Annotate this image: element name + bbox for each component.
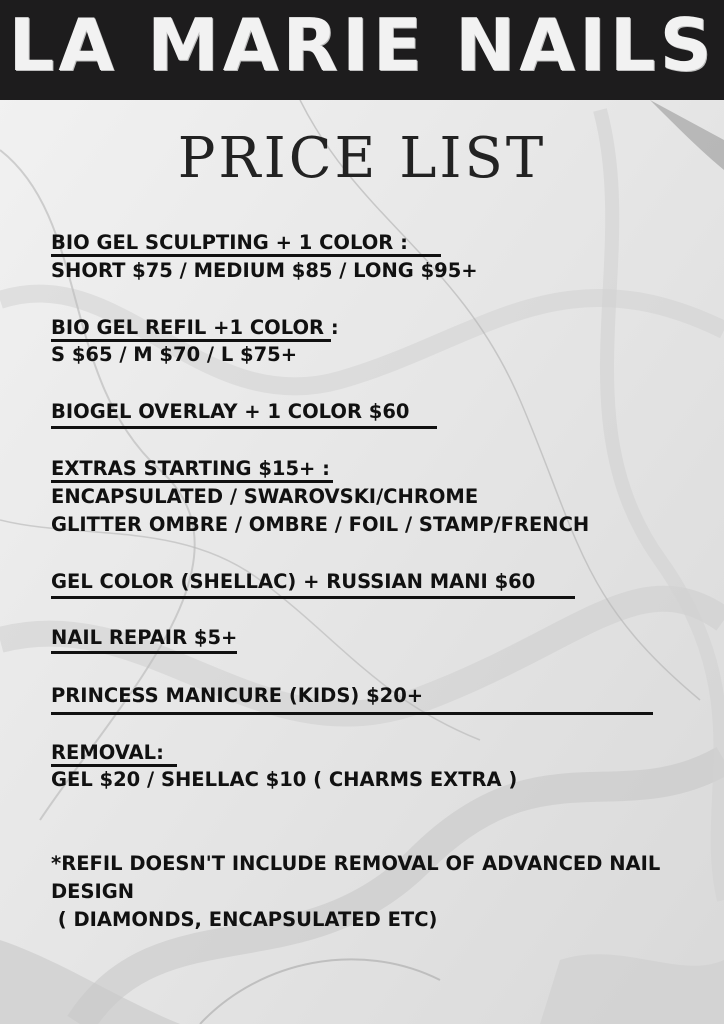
underline xyxy=(51,712,653,715)
gel-color-heading: GEL COLOR (SHELLAC) + RUSSIAN MANI $60 xyxy=(51,570,536,593)
header-bar xyxy=(0,0,724,100)
bio-gel-sculpting-prices: SHORT $75 / MEDIUM $85 / LONG $95+ xyxy=(51,259,478,282)
removal-heading: REMOVAL: xyxy=(51,741,164,764)
bio-gel-refil-prices: S $65 / M $70 / L $75+ xyxy=(51,343,298,366)
extras-line-2: GLITTER OMBRE / OMBRE / FOIL / STAMP/FRENCH xyxy=(51,513,590,536)
note-line-1: *REFIL DOESN'T INCLUDE REMOVAL OF ADVANCED NAIL xyxy=(51,852,661,875)
note-line-3: ( DIAMONDS, ENCAPSULATED ETC) xyxy=(51,908,438,931)
underline xyxy=(51,254,441,257)
underline xyxy=(51,651,237,654)
note-line-2: DESIGN xyxy=(51,880,135,903)
removal-prices: GEL $20 / SHELLAC $10 ( CHARMS EXTRA ) xyxy=(51,768,518,791)
underline xyxy=(51,480,333,483)
underline xyxy=(51,426,437,429)
biogel-overlay-heading: BIOGEL OVERLAY + 1 COLOR $60 xyxy=(51,400,410,423)
extras-heading: EXTRAS STARTING $15+ : xyxy=(51,457,330,480)
bio-gel-sculpting-heading: BIO GEL SCULPTING + 1 COLOR : xyxy=(51,231,408,254)
princess-manicure-heading: PRINCESS MANICURE (KIDS) $20+ xyxy=(51,684,424,707)
extras-line-1: ENCAPSULATED / SWAROVSKI/CHROME xyxy=(51,485,479,508)
underline xyxy=(51,596,575,599)
brand-title: LA MARIE NAILS xyxy=(8,3,716,87)
bio-gel-refil-heading: BIO GEL REFIL +1 COLOR : xyxy=(51,316,339,339)
page-title: PRICE LIST xyxy=(177,126,547,191)
nail-repair-heading: NAIL REPAIR $5+ xyxy=(51,626,238,649)
